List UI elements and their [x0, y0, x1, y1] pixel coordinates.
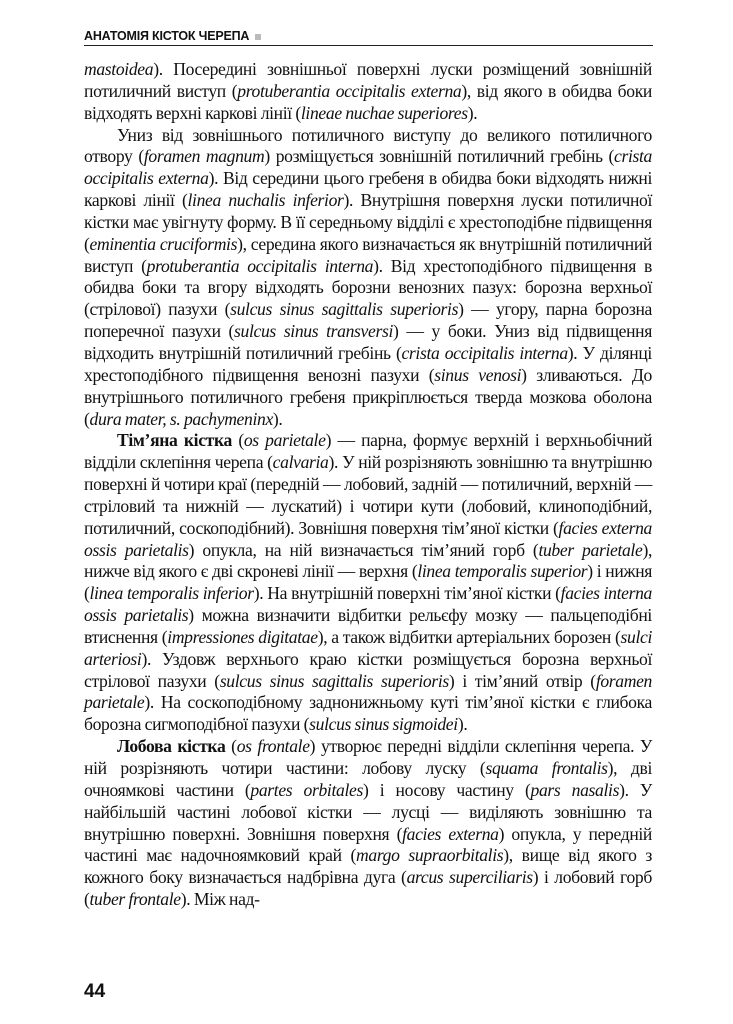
text-run: ). Внутрішня поверхня луски потиличної кістки має увігнуту форму. В її середньому відділі є хрестоподібне підвищення (	[84, 190, 652, 254]
paragraph	[84, 736, 652, 911]
text-run: ) зливаються. До внутрішнього потиличного гребеня прикріплюється тверда мозкова оболона (	[84, 364, 652, 429]
text-run: ). Уздовж верхнього краю кістки розміщується борозна верхньої стрілової пазухи (	[84, 648, 652, 691]
text-run: ) можна визначити відбитки рельєфу мозку — пальцеподібні втиснення (	[84, 605, 652, 647]
running-header	[84, 24, 653, 46]
latin-term: tuber parietale	[538, 539, 643, 560]
page-number: 44	[84, 981, 106, 1002]
text-run: Униз від зовнішнього потиличного виступу до великого потиличного отвору (	[84, 124, 652, 167]
latin-term: linea nuchalis inferior	[187, 190, 344, 211]
text-run: ).	[467, 102, 478, 123]
header-square-mark	[255, 34, 261, 40]
latin-term: partes orbitales	[250, 779, 363, 800]
text-run: ), дві очноямкові частини (	[84, 758, 652, 800]
latin-term: calvaria	[272, 452, 329, 473]
text-run: ) і тім’яний отвір (	[448, 670, 596, 691]
text-run: ) і нижня (	[84, 561, 652, 604]
latin-term: tuber frontale	[89, 889, 181, 910]
latin-term: foramen magnum	[143, 146, 265, 167]
latin-term: sinus venosi	[434, 364, 522, 385]
text-run: ).	[457, 714, 468, 735]
latin-term: margo supraorbitalis	[356, 845, 504, 866]
text-run: ) — угору, парна борозна поперечної пазухи (	[84, 299, 652, 342]
text-run: ) і носову частину (	[362, 779, 531, 800]
text-run: (	[225, 736, 237, 757]
paragraph	[84, 59, 652, 125]
latin-term: protuberantia occipitalis interna	[146, 255, 374, 276]
latin-term: linea temporalis inferior	[89, 583, 254, 604]
bold-term: Тім’яна кістка	[117, 430, 232, 451]
text-run: ), від якого в обидва боки відходять верхні каркові лінії (	[84, 80, 652, 123]
running-header-title: АНАТОМІЯ КІСТОК ЧЕРЕПА	[84, 29, 250, 43]
latin-term: sulcus sinus transversi	[234, 321, 393, 342]
latin-term: facies externa	[402, 823, 499, 844]
text-run: ). У ній розрізняють зовнішню та внутрішню поверхні й чотири краї (передній — лобовий, задній — потиличний, верхній — стріловий та нижній — лускатий) і чотири кути (лобовий, клиноподібний, потиличний, соскоподібний). Зовнішня поверхня тім’яної кістки (	[84, 452, 652, 538]
latin-term: sulci arteriosi	[84, 626, 652, 669]
text-run: ). Від середини цього гребеня в обидва боки відходять нижні каркові лінії (	[84, 168, 652, 211]
latin-term: sulcus sinus sagittalis superioris	[219, 670, 449, 691]
body-text	[84, 59, 652, 911]
text-run: ). На внутрішній поверхні тім’яної кістки (	[253, 583, 561, 604]
latin-term: impressiones digitatae	[167, 626, 318, 647]
latin-term: squama frontalis	[485, 758, 608, 778]
text-run: ), а також відбитки артеріальних борозен (	[317, 626, 621, 647]
latin-term: dura mater, s. pachymeninx	[89, 408, 273, 429]
text-run: ), нижче від якого є дві скроневі лінії — верхня (	[84, 539, 652, 582]
latin-term: sulcus sinus sagittalis superioris	[230, 299, 459, 320]
text-run: ) опукла, на ній визначається тім’яний горб (	[188, 539, 539, 560]
text-run: ). У найбільшій частині лобової кістки — лусці — виділяють зовнішню та внутрішню поверхні. Зовнішня поверхня (	[84, 779, 652, 844]
latin-term: facies externa ossis parietalis	[84, 517, 652, 560]
text-run: ) і лобовий горб (	[84, 867, 652, 910]
text-run: ) — парна, формує верхній і верхньобічний відділи склепіння черепа (	[84, 430, 653, 473]
text-run: ). Від хрестоподібного підвищення в обидва боки та вгору відходять борозни венозних пазух: борозна верхньої (стрілової) пазухи (	[84, 255, 652, 320]
latin-term: foramen parietale	[84, 670, 653, 713]
text-run: ).	[272, 408, 283, 429]
text-run: ). У ділянці хрестоподібного підвищення венозні пазухи (	[84, 342, 652, 385]
latin-term: os parietale	[243, 430, 326, 451]
text-run: ). Між над-	[180, 889, 260, 910]
bold-term: Лобова кістка	[117, 736, 226, 757]
latin-term: crista occipitalis interna	[401, 342, 568, 363]
latin-term: lineae nuchae superiores	[300, 102, 468, 123]
text-run: ) — у боки. Униз від підвищення відходить внутрішній потиличний гребінь (	[84, 321, 652, 363]
latin-term: os frontale	[236, 736, 310, 757]
latin-term: protuberantia occipitalis externa	[237, 80, 462, 101]
text-run: ). Посередині зовнішньої поверхні луски розміщений зовнішній потиличний виступ (	[84, 59, 652, 101]
latin-term: arcus superciliaris	[406, 867, 533, 888]
latin-term: linea temporalis superior	[417, 561, 588, 582]
paragraph	[84, 125, 652, 431]
text-run: ), середина якого визначається як внутрішній потиличний виступ (	[84, 233, 652, 276]
text-run: ) опукла, у передній частині має надочноямковий край (	[84, 823, 652, 866]
text-run: ) розміщується зовнішній потиличний гребінь (	[264, 146, 615, 167]
latin-term: pars nasalis	[530, 779, 620, 800]
text-run: ) утворює передні відділи склепіння черепа. У ній розрізняють чотири частини: лобову луску (	[84, 736, 653, 778]
paragraph	[84, 430, 652, 736]
latin-term: crista occipitalis externa	[84, 146, 652, 189]
latin-term: mastoidea	[84, 59, 154, 79]
text-run: ), вище від якого з кожного боку визначається надбрівна дуга (	[84, 845, 653, 888]
latin-term: facies interna ossis parietalis	[84, 583, 653, 626]
latin-term: sulcus sinus sigmoidei	[309, 714, 458, 735]
text-run: ). На соскоподібному заднонижньому куті тім’яної кістки є глибока борозна сигмоподібної пазухи (	[84, 692, 652, 735]
text-run: (	[231, 430, 244, 451]
latin-term: eminentia cruciformis	[89, 233, 238, 254]
